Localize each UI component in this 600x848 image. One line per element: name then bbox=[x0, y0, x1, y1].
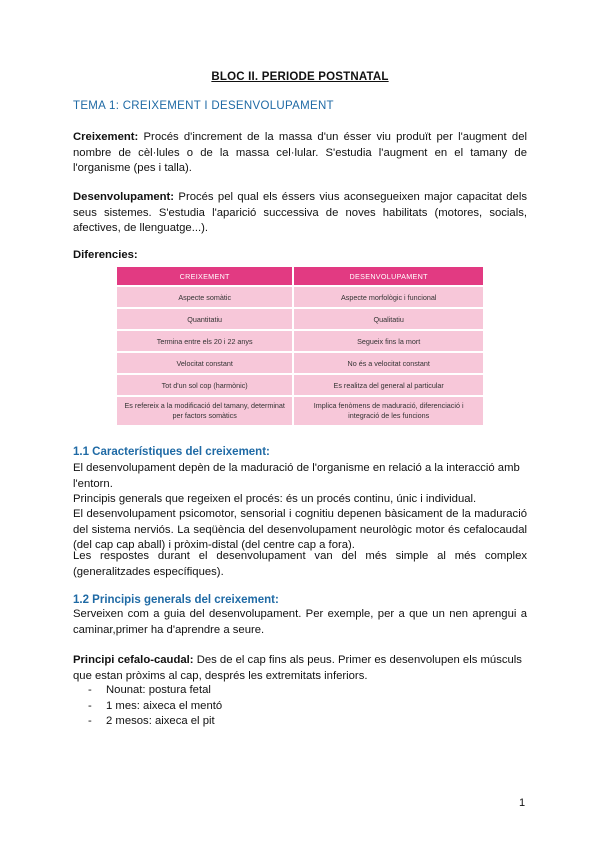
table-cell: Qualitatiu bbox=[293, 308, 483, 330]
principi-cefalo-caudal bbox=[73, 653, 527, 684]
desenvolupament-text: Procés pel qual els éssers vius aconsegueixen major capacitat dels seus sistemes. S'estudia l'aparició successiva de noves habilitats (motores, socials, afectives, de llenguatge...). bbox=[73, 191, 527, 234]
table-cell: Implica fenòmens de maduració, diferenciació i integració de les funcions bbox=[293, 396, 483, 425]
principi-term: Principi cefalo-caudal: bbox=[73, 654, 194, 666]
principi-text: Des de el cap fins als peus. Primer es desenvolupen els músculs que estan pròxims al cap, després les extremitats inferiors. bbox=[73, 654, 522, 682]
list-dash: - bbox=[88, 715, 92, 727]
desenvolupament-term: Desenvolupament: bbox=[73, 191, 175, 203]
section-1-1-paragraph-4: Les respostes durant el desenvolupament van del més simple al més complex (generalitzades específiques). bbox=[73, 550, 527, 578]
milestones-list bbox=[88, 683, 222, 730]
table-cell: No és a velocitat constant bbox=[293, 352, 483, 374]
table-row bbox=[117, 308, 483, 330]
page-title: BLOC II. PERIODE POSTNATAL bbox=[211, 71, 389, 83]
table-row bbox=[117, 352, 483, 374]
creixement-term: Creixement: bbox=[73, 131, 139, 143]
list-dash: - bbox=[88, 684, 92, 696]
diferencies-label: Diferencies: bbox=[73, 249, 138, 261]
table-cell: Termina entre els 20 i 22 anys bbox=[117, 330, 293, 352]
table-header-creixement: CREIXEMENT bbox=[117, 267, 293, 286]
table-cell: Es refereix a la modificació del tamany, determinat per factors somàtics bbox=[117, 396, 293, 425]
list-item bbox=[88, 683, 222, 699]
list-item-text: 1 mes: aixeca el mentó bbox=[106, 699, 223, 712]
table-cell: Tot d'un sol cop (harmònic) bbox=[117, 374, 293, 396]
list-item-text: Nounat: postura fetal bbox=[106, 684, 211, 696]
list-item bbox=[88, 714, 222, 730]
table-cell: Quantitatiu bbox=[117, 308, 293, 330]
table-cell: Es realitza del general al particular bbox=[293, 374, 483, 396]
table-header-row bbox=[117, 267, 483, 286]
section-1-1-paragraph-2: Principis generals que regeixen el procés: és un procés continu, únic i individual. bbox=[73, 493, 477, 505]
topic-heading: TEMA 1: CREIXEMENT I DESENVOLUPAMENT bbox=[73, 100, 334, 112]
section-1-2-paragraph-1: Serveixen com a guia del desenvolupament. Per exemple, per a que un nen aprengui a caminar,primer ha d'aprendre a seure. bbox=[73, 608, 527, 636]
creixement-text: Procés d'increment de la massa d'un ésser viu produït per l'augment del nombre de cèl·lules o de la massa cel·lular. S'estudia l'augment en el tamany de l'organisme (pes i talla). bbox=[73, 131, 527, 174]
table-row bbox=[117, 330, 483, 352]
table-row bbox=[117, 286, 483, 308]
section-1-1-heading: 1.1 Característiques del creixement: bbox=[73, 446, 270, 458]
list-dash: - bbox=[88, 699, 92, 712]
creixement-definition bbox=[73, 130, 527, 177]
list-item bbox=[88, 699, 222, 715]
list-item-text: 2 mesos: aixeca el pit bbox=[106, 715, 215, 727]
section-1-1-paragraph-3: El desenvolupament psicomotor, sensorial i cognitiu depenen bàsicament de la maduració del sistema nerviós. La seqüència del desenvolupament neurològic motor és cefalocaudal (del cap cap aball) i pròxim-distal (del centre cap a fora). bbox=[73, 508, 527, 551]
table-row bbox=[117, 396, 483, 425]
section-1-1-paragraph-1: El desenvolupament depèn de la maduració de l'organisme en relació a la interacció amb l'entorn. bbox=[73, 462, 520, 490]
table-header-desenvolupament: DESENVOLUPAMENT bbox=[293, 267, 483, 286]
differences-table bbox=[117, 267, 483, 425]
section-1-2-heading: 1.2 Principis generals del creixement: bbox=[73, 594, 279, 606]
table-cell: Velocitat constant bbox=[117, 352, 293, 374]
table-row bbox=[117, 374, 483, 396]
table-cell: Aspecte morfològic i funcional bbox=[293, 286, 483, 308]
page-number: 1 bbox=[519, 797, 526, 809]
desenvolupament-definition bbox=[73, 190, 527, 237]
table-cell: Aspecte somàtic bbox=[117, 286, 293, 308]
table-cell: Segueix fins la mort bbox=[293, 330, 483, 352]
